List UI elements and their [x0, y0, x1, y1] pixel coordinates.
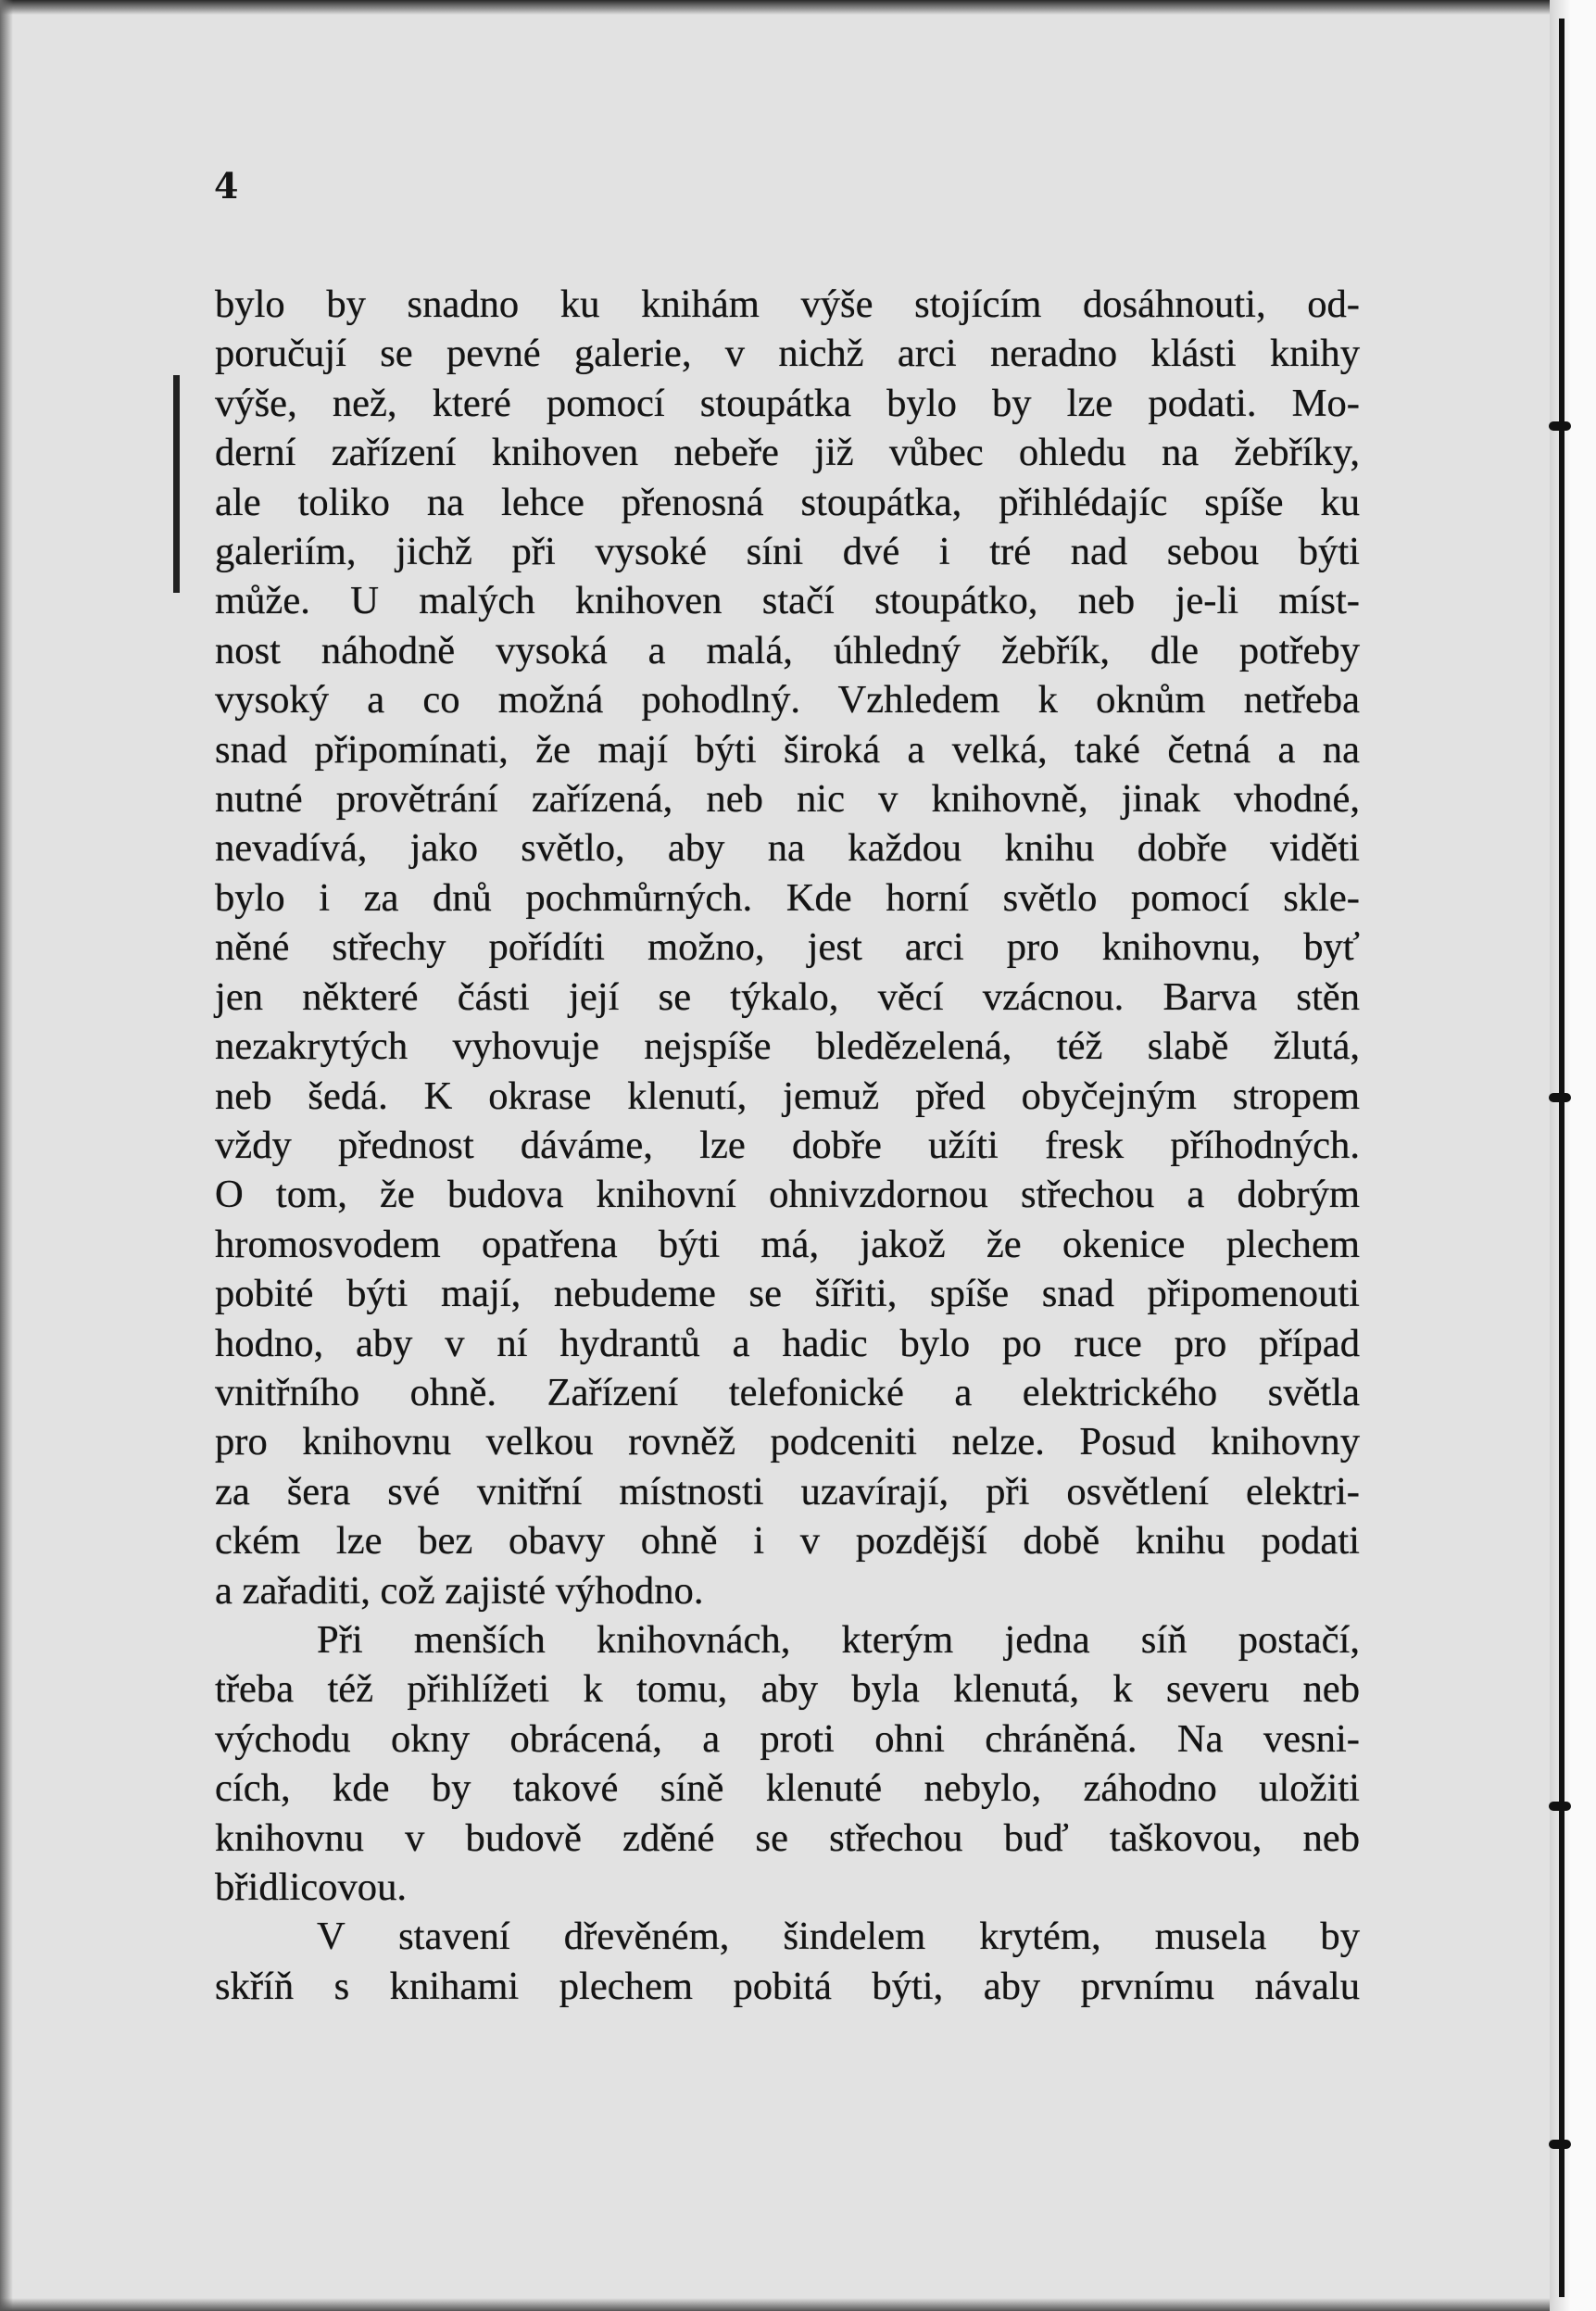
text-line: O tom, že budova knihovní ohnivzdornou střechou a dobrým	[215, 1173, 1360, 1217]
text-line: vysoký a co možná pohodlný. Vzhledem k oknům netřeba	[215, 678, 1360, 722]
text-line: neb šedá. K okrase klenutí, jemuž před obyčejným stropem	[215, 1074, 1360, 1118]
edge-artifact	[1549, 421, 1571, 431]
text-line: a zařaditi, což zajisté výhodno.	[215, 1568, 704, 1613]
text-line: nevadívá, jako světlo, aby na každou knihu dobře viděti	[215, 826, 1360, 871]
text-line: hodno, aby v ní hydrantů a hadic bylo po ruce pro případ	[215, 1321, 1360, 1365]
text-line: skříň s knihami plechem pobitá býti, aby prvnímu návalu	[215, 1964, 1360, 2008]
edge-artifact	[1549, 2140, 1571, 2149]
text-line: V stavení dřevěném, šindelem krytém, musela by	[317, 1915, 1360, 1959]
text-line: pobité býti mají, nebudeme se šířiti, spíše snad připomenouti	[215, 1272, 1360, 1316]
text-line: knihovnu v budově zděné se střechou buď taškovou, neb	[215, 1815, 1360, 1860]
text-line: ale toliko na lehce přenosná stoupátka, přihlédajíc spíše ku	[215, 480, 1360, 524]
text-line: jen některé části její se týkalo, věcí vzácnou. Barva stěn	[215, 974, 1360, 1019]
text-line: vnitřního ohně. Zařízení telefonické a elektrického světla	[215, 1370, 1360, 1414]
text-line: může. U malých knihoven stačí stoupátko, neb je-li míst-	[215, 579, 1360, 623]
page-number: 4	[214, 165, 239, 207]
text-line: galeriím, jichž při vysoké síni dvé i tré nad sebou býti	[215, 530, 1360, 574]
text-line: derní zařízení knihoven nebeře již vůbec ohledu na žebříky,	[215, 431, 1360, 475]
scan-bottom-shadow	[0, 2298, 1596, 2311]
text-line: vždy přednost dáváme, lze dobře užíti fresk příhodných.	[215, 1123, 1360, 1167]
text-line: hromosvodem opatřena býti má, jakož že okenice plechem	[215, 1222, 1360, 1266]
text-line: nezakrytých vyhovuje nejspíše bledězelená, též slabě žlutá,	[215, 1024, 1360, 1069]
text-line: bylo i za dnů pochmůrných. Kde horní světlo pomocí skle-	[215, 875, 1360, 920]
text-line: břidlicovou.	[215, 1865, 408, 1909]
text-line: nutné provětrání zařízená, neb nic v knihovně, jinak vhodné,	[215, 777, 1360, 822]
body-text	[215, 280, 1360, 2011]
text-line: bylo by snadno ku knihám výše stojícím dosáhnouti, od-	[215, 283, 1360, 326]
edge-artifact	[1549, 1093, 1571, 1102]
edge-artifact	[1549, 1802, 1571, 1811]
text-line: cích, kde by takové síně klenuté nebylo, záhodno uložiti	[215, 1766, 1360, 1811]
page-edge-line	[1559, 19, 1565, 2297]
scan-right-margin	[1550, 0, 1596, 2311]
text-line: poručují se pevné galerie, v nichž arci neradno klásti knihy	[215, 332, 1360, 376]
text-line: snad připomínati, že mají býti široká a velká, také četná a na	[215, 727, 1360, 772]
paragraph-3	[215, 1912, 1360, 2011]
text-line: za šera své vnitřní místnosti uzavírají, při osvětlení elektri-	[215, 1469, 1360, 1513]
text-line: třeba též přihlížeti k tomu, aby byla klenutá, k severu neb	[215, 1667, 1360, 1712]
text-line: východu okny obrácená, a proti ohni chráněná. Na vesni-	[215, 1716, 1360, 1761]
scan-left-shadow	[0, 0, 13, 2311]
text-line: pro knihovnu velkou rovněž podceniti nelze. Posud knihovny	[215, 1420, 1360, 1464]
scan-top-shadow	[0, 0, 1596, 15]
text-line: nost náhodně vysoká a malá, úhledný žebřík, dle potřeby	[215, 628, 1360, 672]
text-line: ckém lze bez obavy ohně i v pozdější době knihu podati	[215, 1519, 1360, 1564]
paragraph-2	[215, 1615, 1360, 1912]
text-line: výše, než, které pomocí stoupátka bylo by lze podati. Mo-	[215, 381, 1360, 425]
paragraph-1	[215, 280, 1360, 1615]
margin-mark	[173, 375, 180, 593]
text-line: něné střechy pořídíti možno, jest arci pro knihovnu, byť	[215, 925, 1360, 970]
text-line: Při menších knihovnách, kterým jedna síň postačí,	[317, 1617, 1360, 1662]
